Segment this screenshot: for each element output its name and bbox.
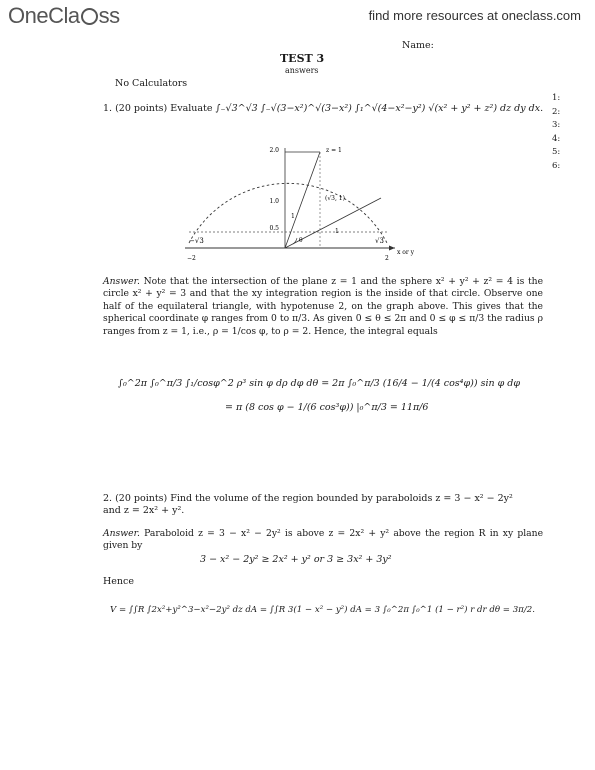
answer-label: Answer. bbox=[103, 528, 140, 539]
q1-equation-2: = π (8 cos φ − 1/(6 cos³φ)) |₀^π/3 = 11π/6 bbox=[225, 402, 429, 413]
tick-label: −√3 bbox=[189, 237, 204, 245]
q1-answer-text: Note that the intersection of the plane z = 1 and the sphere x² + y² + z² = 4 is the circle x² + y² = 3 and that the xy integration region is the inside of that circle. Observe one half of the equilateral triangle, with hypotenuse 2, on the graph above. This gives that the spherical coordinate φ ranges from 0 to π/3. As given 0 ≤ θ ≤ 2π and 0 ≤ φ ≤ π/3 the radius ρ ranges from z = 1, i.e., ρ = 1/cos φ, to ρ = 2. Hence, the integral equals bbox=[103, 276, 544, 337]
q1-statement bbox=[103, 103, 544, 115]
oneclass-logo[interactable]: OneCla ss bbox=[8, 3, 120, 28]
q1-equation-1: ∫₀^2π ∫₀^π/3 ∫₁/cosφ^2 ρ³ sin φ dρ dφ dθ = 2π ∫₀^π/3 (16/4 − 1/(4 cos⁴φ)) sin φ dφ bbox=[118, 378, 521, 389]
tick-label: −2 bbox=[187, 255, 196, 262]
q1-answer bbox=[103, 276, 543, 338]
q2-inequality: 3 − x² − 2y² ≥ 2x² + y² or 3 ≥ 3x² + 3y² bbox=[200, 554, 392, 565]
header-bar bbox=[0, 0, 595, 30]
q1-prefix: 1. (20 points) Evaluate bbox=[103, 103, 213, 114]
q1-integral: ∫₋√3^√3 ∫₋√(3−x²)^√(3−x²) ∫₁^√(4−x²−y²) √(x² + y² + z²) dz dy dx. bbox=[215, 103, 544, 114]
tick-label: 0.5 bbox=[269, 225, 279, 232]
ray-line bbox=[285, 152, 320, 248]
tick-label: 2.0 bbox=[269, 147, 279, 154]
score-line: 2: bbox=[552, 106, 561, 117]
score-line: 3: bbox=[552, 120, 561, 130]
q2-prefix: 2. (20 points) Find the volume of the region bounded by paraboloids z = 3 − x² − 2y² bbox=[103, 493, 513, 504]
point-label: (√3, 1) bbox=[325, 195, 345, 202]
q2-volume-equation: V = ∫∫R ∫2x²+y²^3−x²−2y² dz dA = ∫∫R 3(1 − x² − y²) dA = 3 ∫₀^2π ∫₀^1 (1 − r²) r dr dθ = 3π/2. bbox=[110, 605, 535, 615]
sphere-arc bbox=[189, 183, 387, 243]
page-title: TEST 3 bbox=[280, 52, 325, 65]
score-line: 5: bbox=[552, 147, 561, 157]
score-line: 4: bbox=[552, 133, 561, 144]
name-label: Name: bbox=[402, 40, 434, 51]
q2-hence: Hence bbox=[103, 576, 134, 587]
sphere-cross-section-figure bbox=[175, 140, 415, 265]
tick-label: z = 1 bbox=[326, 147, 342, 154]
tick-label: 1.0 bbox=[269, 198, 279, 205]
q2-answer bbox=[103, 528, 543, 553]
q2-statement bbox=[103, 493, 543, 518]
answer-label: Answer. bbox=[103, 276, 140, 287]
q2-prefix-2: and z = 2x² + y². bbox=[103, 505, 185, 517]
q2-answer-text: Paraboloid z = 3 − x² − 2y² is above z = 2x² + y² above the region R in xy plane given by bbox=[103, 528, 544, 552]
score-line: 1: bbox=[552, 93, 561, 103]
logo-ring-icon bbox=[81, 8, 98, 25]
tick-label: 1 bbox=[291, 213, 295, 220]
no-calculators-note: No Calculators bbox=[115, 78, 188, 89]
tick-label: √3 bbox=[375, 237, 384, 245]
axis-label: x or y bbox=[397, 249, 415, 256]
score-margin bbox=[552, 92, 560, 173]
angle-label: θ bbox=[299, 237, 303, 244]
x-axis-arrow bbox=[389, 246, 395, 251]
tick-label: 2 bbox=[385, 255, 389, 262]
score-line: 6: bbox=[552, 160, 561, 171]
page-subtitle: answers bbox=[285, 66, 319, 75]
tick-label: 1 bbox=[335, 228, 339, 235]
promo-link[interactable]: find more resources at oneclass.com bbox=[368, 8, 581, 23]
